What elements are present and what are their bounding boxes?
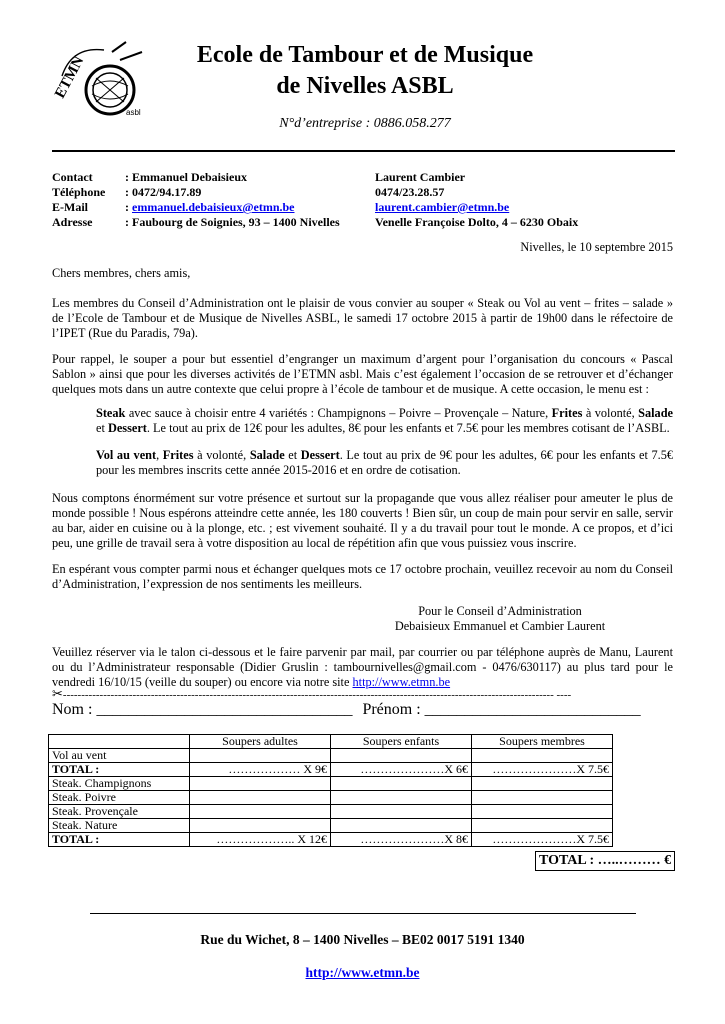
- paragraph-propaganda: Nous comptons énormément sur votre présence et surtout sur la propagande que vous allez réaliser pour ameuter le plus de monde possible ! Nous espérons atteindre cette année, les 180 couverts ! Bien sûr, un coup de main pour servir en salle, servir au bar, aider en cuisine ou à la plonge, etc. ; est vivement souhaité. Il y a du travail pour tout le monde. A ce propos, et d’ici peu, une grille de travail sera à votre disposition au local de répétition afin que vous puissiez vous inscrire.: [52, 491, 673, 550]
- person1-email-prefix: :: [125, 200, 132, 214]
- order-cell[interactable]: [472, 749, 613, 763]
- reservation-text: Veuillez réserver via le talon ci-dessous et le faire parvenir par mail, par courrier ou par téléphone auprès de Manu, Laurent ou du l’Administrateur responsable (Didier Gruslin : tambournivelles@gmail.com - 0476/630117) au plus tard pour le vendredi 16/10/15 (veille du souper) ou encore via notre site: [52, 645, 673, 689]
- name-row: [52, 701, 641, 719]
- person2-email-link[interactable]: laurent.cambier@etmn.be: [375, 200, 510, 214]
- order-cell[interactable]: [331, 749, 472, 763]
- letter-date: Nivelles, le 10 septembre 2015: [520, 240, 673, 254]
- table-header-cell: [49, 735, 190, 749]
- order-cell[interactable]: [472, 791, 613, 805]
- order-cell[interactable]: [190, 791, 331, 805]
- row-label: Steak. Champignons: [49, 777, 190, 791]
- footer-divider: [90, 913, 636, 914]
- row-label: Vol au vent: [49, 749, 190, 763]
- menu-steak-salade: Salade: [638, 406, 673, 420]
- menu-steak-frites: Frites: [551, 406, 583, 420]
- order-cell[interactable]: [331, 805, 472, 819]
- table-row: [49, 749, 613, 763]
- order-cell[interactable]: [472, 805, 613, 819]
- order-cell[interactable]: [472, 819, 613, 833]
- order-cell[interactable]: …………………X 7.5€: [472, 763, 613, 777]
- table-header-cell: Soupers membres: [472, 735, 613, 749]
- menu-steak-word: Steak: [96, 406, 126, 420]
- contact-person1: [125, 170, 340, 230]
- person1-email-link[interactable]: emmanuel.debaisieux@etmn.be: [132, 200, 295, 214]
- row-label: Steak. Provençale: [49, 805, 190, 819]
- label-email: E-Mail: [52, 200, 88, 214]
- table-row: [49, 805, 613, 819]
- order-cell[interactable]: [190, 819, 331, 833]
- menu-steak-text3: et: [96, 421, 108, 435]
- grand-total-field[interactable]: TOTAL : …..……… €: [535, 851, 675, 871]
- menu-vav-frites: Frites: [162, 448, 194, 462]
- footer-url-row: [0, 965, 725, 981]
- order-cell[interactable]: [190, 805, 331, 819]
- menu-steak-text1: avec sauce à choisir entre 4 variétés : Champignons – Poivre – Provençale – Nature,: [125, 406, 552, 420]
- person1-name: : Emmanuel Debaisieux: [125, 170, 248, 184]
- paragraph-purpose: Pour rappel, le souper a pour but essentiel d’engranger un maximum d’argent pour l’organisation du concours « Pascal Sablon » ainsi que pour les diverses activités de l’ETMN asbl. Mais c’est également l’occasion de se retrouver et d’échanger quelques mots dans un autre contexte que celui propre à l’école de tambour et de musique. A cette occasion, le menu est :: [52, 352, 673, 396]
- contact-person2: [375, 170, 578, 230]
- person1-phone: : 0472/94.17.89: [125, 185, 202, 199]
- person2-phone: 0474/23.28.57: [375, 185, 445, 199]
- order-cell[interactable]: [331, 791, 472, 805]
- cut-line: [52, 686, 602, 702]
- table-row: [49, 791, 613, 805]
- label-contact: Contact: [52, 170, 93, 184]
- table-row: [49, 777, 613, 791]
- etmn-logo: [52, 38, 148, 122]
- svg-text:ETMN: ETMN: [52, 53, 88, 102]
- footer-address: Rue du Wichet, 8 – 1400 Nivelles – BE02 0017 5191 1340: [200, 932, 525, 947]
- row-label: Steak. Poivre: [49, 791, 190, 805]
- order-cell[interactable]: [331, 777, 472, 791]
- table-row: [49, 819, 613, 833]
- nom-field[interactable]: ________________________________: [96, 701, 353, 718]
- menu-vav-word: Vol au vent: [96, 448, 157, 462]
- signature-line1: Pour le Conseil d’Administration: [418, 604, 582, 618]
- person2-email-row: [375, 200, 578, 215]
- signature-line2: Debaisieux Emmanuel et Cambier Laurent: [394, 619, 606, 633]
- nom-label: Nom :: [52, 701, 97, 718]
- page-title-line2: de Nivelles ASBL: [276, 73, 454, 99]
- menu-vav-text2: à volonté,: [193, 448, 250, 462]
- menu-vol-au-vent: [96, 448, 673, 478]
- menu-vav-dessert: Dessert: [300, 448, 340, 462]
- table-row: [49, 833, 613, 847]
- table-header-row: [49, 735, 613, 749]
- paragraph-invitation: Les membres du Conseil d’Administration ont le plaisir de vous convier au souper « Steak ou Vol au vent – frites – salade » de l’Ecole de Tambour et de Musique de Nivelles ASBL, le samedi 17 octobre 2015 à partir de 19h00 dans le réfectoire de l’IPET (Rue du Paradis, 79a).: [52, 296, 673, 340]
- cut-dashes: -------------------------------------------------------------------------------------------------------------------------------------- ----: [62, 689, 572, 701]
- order-cell[interactable]: ……………….. X 12€: [190, 833, 331, 847]
- order-cell[interactable]: …………………X 8€: [331, 833, 472, 847]
- row-label: TOTAL :: [49, 833, 190, 847]
- table-header-cell: Soupers adultes: [190, 735, 331, 749]
- order-cell[interactable]: [472, 777, 613, 791]
- header-divider: [52, 150, 675, 152]
- menu-steak-text2: à volonté,: [582, 406, 639, 420]
- order-table: [48, 734, 613, 847]
- scissors-icon: ✂: [52, 686, 63, 701]
- menu-vav-text4: . Le tout au prix de 9€ pour les adultes, 6€ pour les enfants et 7.5€ pour les membres inscrits cette année 2015-2016 et en ordre de cotisation.: [96, 448, 674, 477]
- prenom-label: Prénom :: [362, 701, 425, 718]
- menu-steak-dessert: Dessert: [107, 421, 147, 435]
- order-cell[interactable]: [331, 819, 472, 833]
- order-cell[interactable]: ……………… X 9€: [190, 763, 331, 777]
- page-title-line1: Ecole de Tambour et de Musique: [196, 42, 534, 68]
- paragraph-closing: En espérant vous compter parmi nous et échanger quelques mots ce 17 octobre prochain, veuillez recevoir au nom du Conseil d’Administration, l’expression de nos sentiments les meilleurs.: [52, 562, 673, 591]
- row-label: Steak. Nature: [49, 819, 190, 833]
- order-cell[interactable]: [190, 777, 331, 791]
- person2-address: Venelle Françoise Dolto, 4 – 6230 Obaix: [375, 215, 579, 229]
- letter-greeting: Chers membres, chers amis,: [52, 266, 191, 280]
- website-link[interactable]: http://www.etmn.be: [352, 675, 451, 689]
- order-cell[interactable]: …………………X 6€: [331, 763, 472, 777]
- person2-name: Laurent Cambier: [375, 170, 466, 184]
- person1-address: : Faubourg de Soignies, 93 – 1400 Nivelles: [125, 215, 340, 229]
- label-telephone: Téléphone: [52, 185, 106, 199]
- enterprise-number: N°d’entreprise : 0886.058.277: [279, 116, 451, 131]
- logo-asbl: asbl: [126, 108, 141, 117]
- table-row: [49, 763, 613, 777]
- table-header-cell: Soupers enfants: [331, 735, 472, 749]
- label-address: Adresse: [52, 215, 93, 229]
- contact-labels: [52, 170, 105, 230]
- order-cell[interactable]: [190, 749, 331, 763]
- row-label: TOTAL :: [49, 763, 190, 777]
- order-cell[interactable]: …………………X 7.5€: [472, 833, 613, 847]
- menu-vav-salade: Salade: [249, 448, 285, 462]
- menu-steak-text4: . Le tout au prix de 12€ pour les adultes, 8€ pour les enfants et 7.5€ pour les membres cotisant de l’ASBL.: [146, 421, 670, 435]
- menu-vav-text3: et: [284, 448, 301, 462]
- footer-website-link[interactable]: http://www.etmn.be: [305, 965, 420, 980]
- menu-vav-text1: ,: [156, 448, 163, 462]
- person1-email-row: [125, 200, 340, 215]
- paragraph-reservation: [52, 645, 673, 690]
- prenom-field[interactable]: ___________________________: [424, 701, 641, 718]
- menu-steak: [96, 406, 673, 436]
